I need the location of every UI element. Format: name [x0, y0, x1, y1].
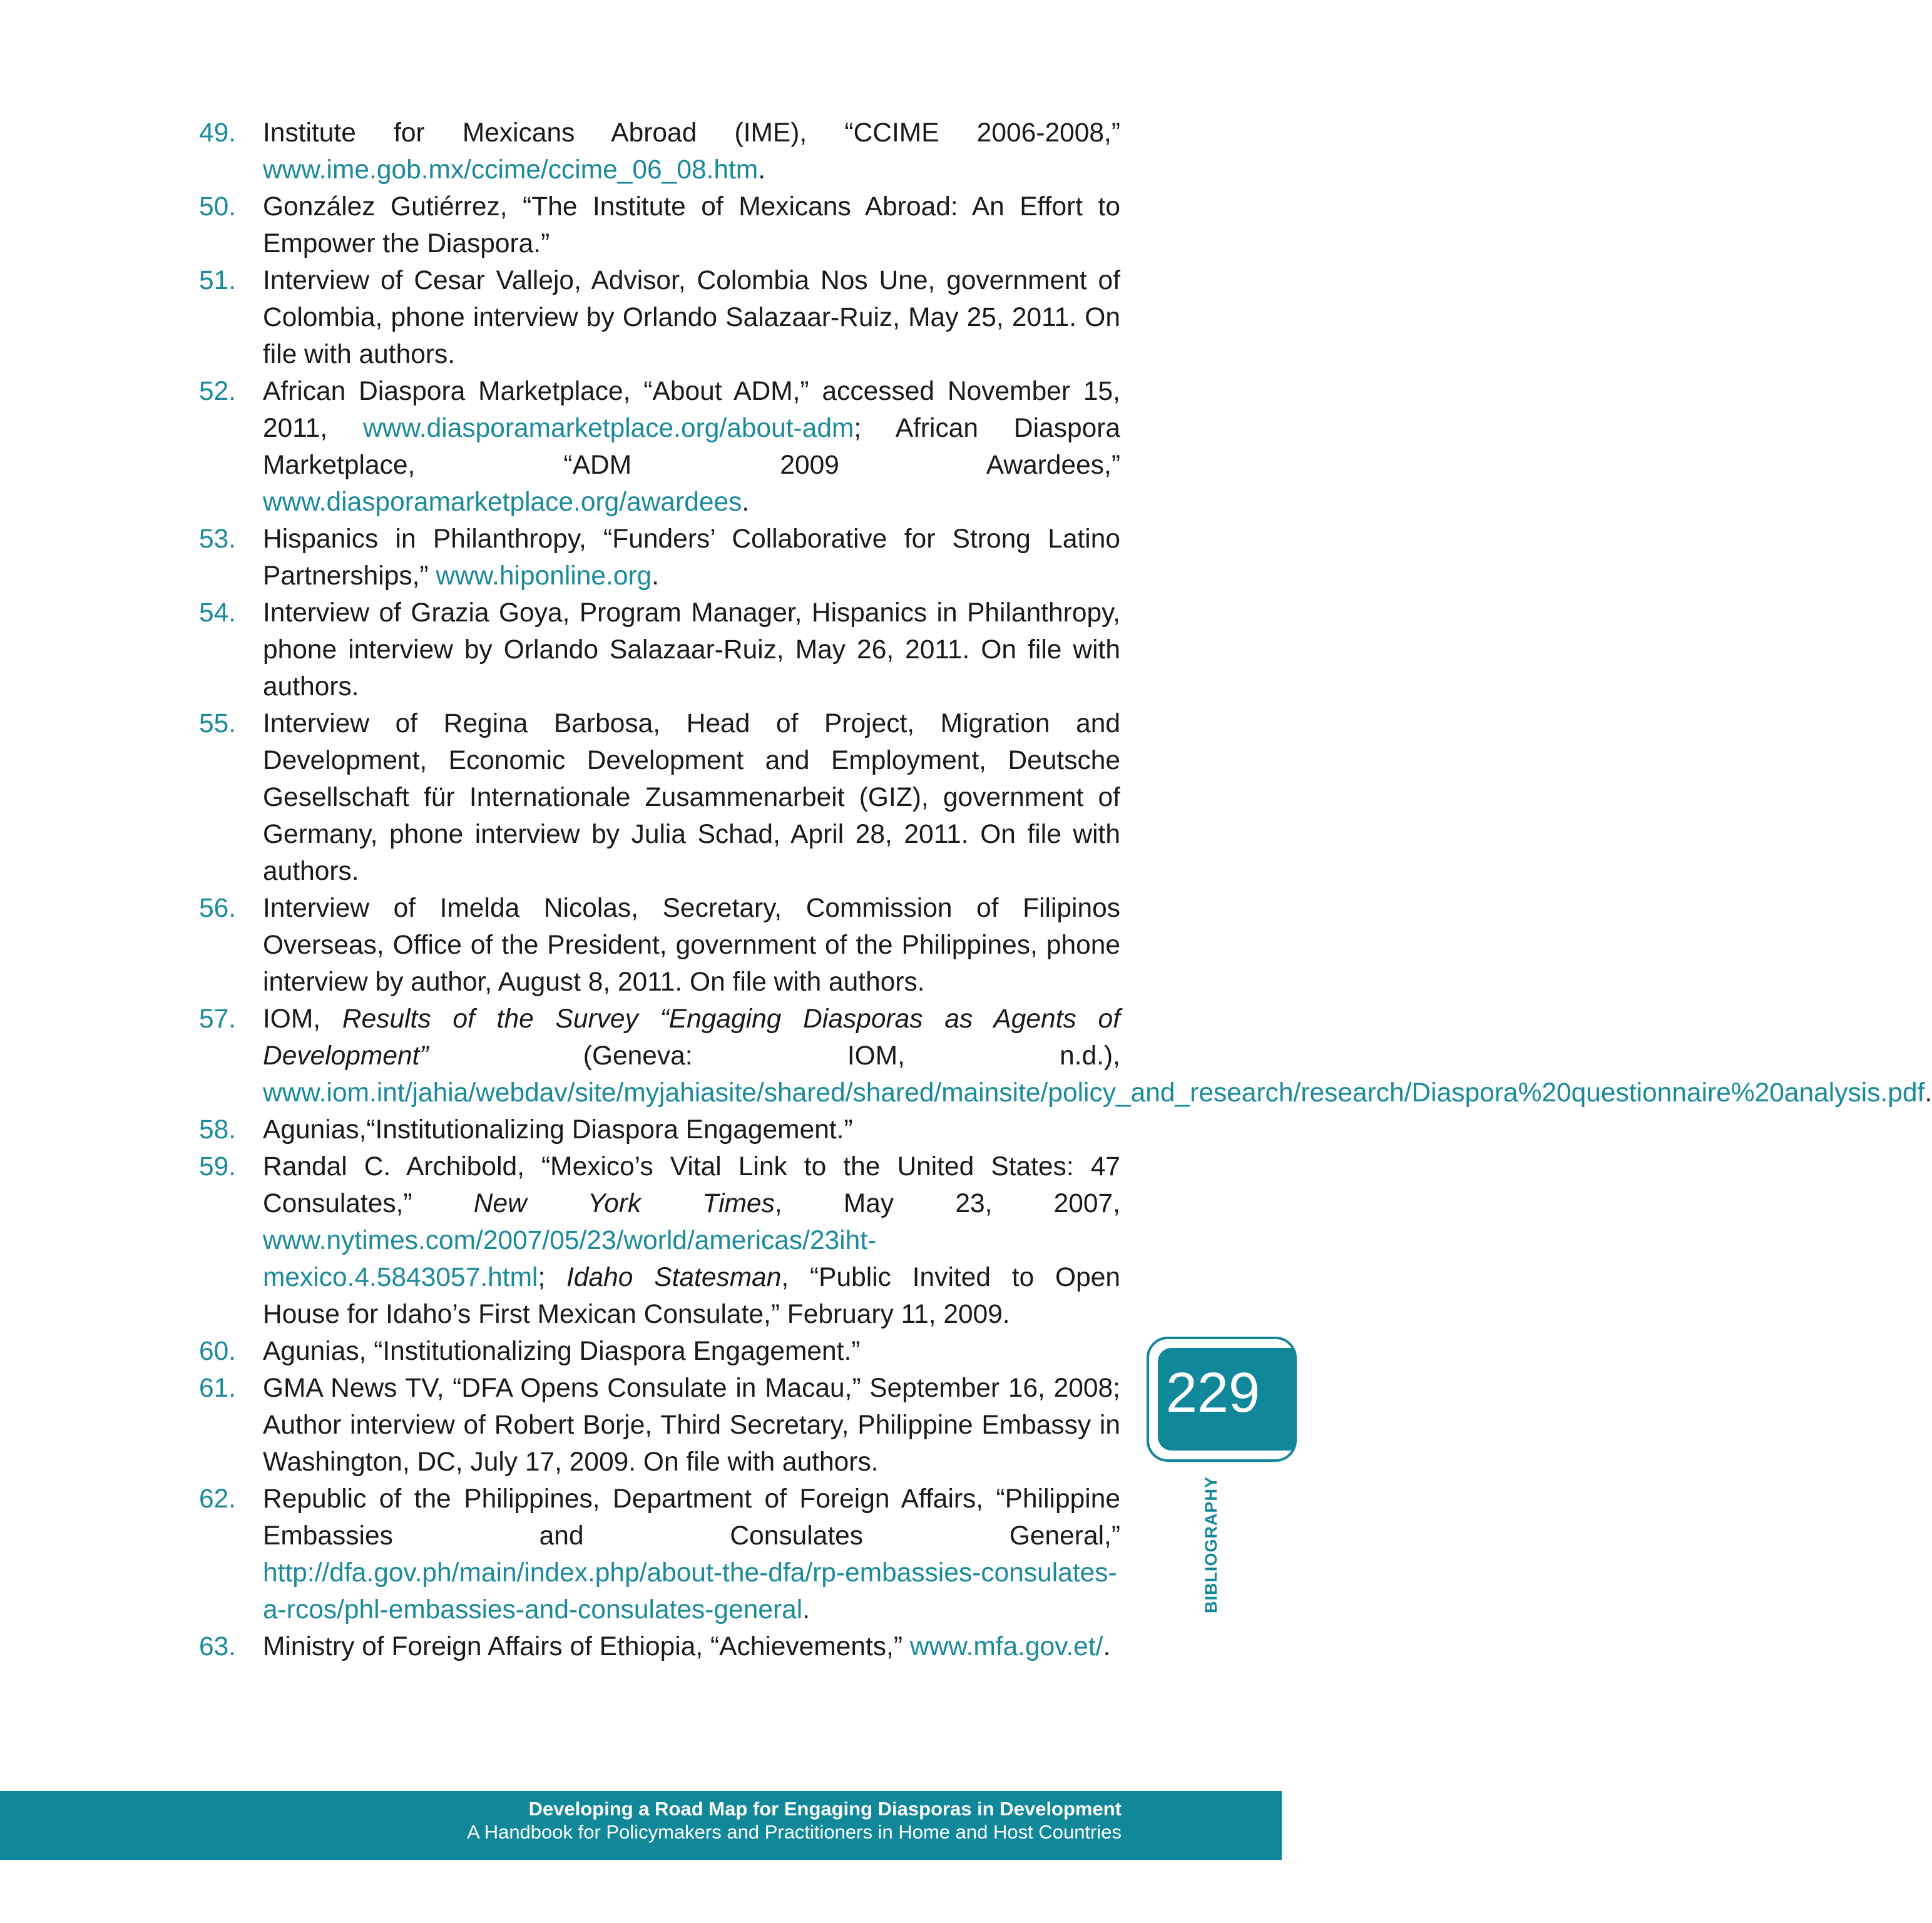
endnote-number: 63. [199, 1632, 237, 1661]
endnote-text: , “Public Invited to Open House for Idaho’s First Mexican Consulate,” February 11, 2009. [263, 1263, 1121, 1329]
endnote-text: , May 23, 2007, [774, 1189, 1120, 1218]
endnote-text: . [742, 487, 750, 517]
endnote-item [199, 705, 1120, 890]
endnote-item [199, 1148, 1120, 1333]
endnote-number: 49. [199, 118, 237, 148]
endnote-text: Interview of Imelda Nicolas, Secretary, Commission of Filipinos Overseas, Office of the President, government of the Philippines, phone interview by author, August 8, 2011. On file with authors. [263, 894, 1120, 997]
endnote-text: . [1103, 1632, 1111, 1661]
endnote-text: ; African Diaspora Marketplace, “ADM 2009 Awardees,” [263, 414, 1121, 480]
endnote-text: Agunias, “Institutionalizing Diaspora Engagement.” [263, 1337, 861, 1366]
reference-link[interactable]: www.mfa.gov.et/ [909, 1632, 1103, 1661]
footer-subtitle: A Handbook for Policymakers and Practitioners in Home and Host Countries [467, 1821, 1122, 1843]
reference-link[interactable]: www.iom.int/jahia/webdav/site/myjahiasite/shared/shared/mainsite/policy_and_research/research/Diaspora%20questionnaire%20analysis.pdf [263, 1078, 1925, 1108]
endnote-text: Institute for Mexicans Abroad (IME), “CCIME 2006-2008,” [263, 118, 1120, 148]
endnote-text: . [758, 155, 766, 185]
endnote-text: Hispanics in Philanthropy, “Funders’ Collaborative for Strong Latino Partnerships,” [263, 524, 1120, 591]
endnote-item [199, 1370, 1120, 1481]
endnote-number: 59. [199, 1152, 237, 1181]
reference-link[interactable]: www.ime.gob.mx/ccime/ccime_06_08.htm [263, 155, 759, 185]
endnote-number: 62. [199, 1484, 237, 1514]
endnote-text: González Gutiérrez, “The Institute of Mexicans Abroad: An Effort to Empower the Diaspora.” [263, 192, 1120, 258]
endnote-number: 57. [199, 1004, 237, 1034]
endnote-item [199, 1333, 1120, 1370]
endnote-item [199, 890, 1120, 1001]
endnote-text: Ministry of Foreign Affairs of Ethiopia, “Achievements,” [263, 1632, 910, 1661]
endnote-number: 60. [199, 1337, 237, 1366]
endnote-text: African Diaspora Marketplace, “About ADM,” accessed November 15, 2011, [263, 377, 1120, 443]
endnote-item [199, 1111, 1120, 1148]
italic-title: New York Times [473, 1189, 775, 1218]
endnote-number: 51. [199, 266, 237, 295]
italic-title: Results of the Survey “Engaging Diasporas as Agents of Development” [263, 1004, 1121, 1071]
endnote-number: 53. [199, 524, 237, 554]
endnote-text: GMA News TV, “DFA Opens Consulate in Macau,” September 16, 2008; Author interview of Robert Borje, Third Secretary, Philippine Embassy in Washington, DC, July 17, 2009. On file with authors. [263, 1374, 1120, 1477]
endnote-item [199, 1001, 1932, 1111]
endnote-number: 52. [199, 377, 237, 406]
endnote-text: . [1924, 1078, 1932, 1108]
endnote-item [199, 1628, 1120, 1665]
endnote-text: Republic of the Philippines, Department of Foreign Affairs, “Philippine Embassies and Consulates General,” [263, 1484, 1120, 1551]
endnote-item [199, 115, 1120, 188]
endnote-text: IOM, [263, 1004, 342, 1034]
endnote-text: . [652, 561, 660, 591]
reference-link[interactable]: http://dfa.gov.ph/main/index.php/about-the-dfa/rp-embassies-consulates-a-rcos/phl-embassies-and-consulates-general [263, 1558, 1117, 1625]
page-number: 229 [1165, 1362, 1260, 1424]
endnote-text: Interview of Regina Barbosa, Head of Project, Migration and Development, Economic Development and Employment, Deutsche Gesellschaft für Internationale Zusammenarbeit (GIZ), government of Germany, phone interview by Julia Schad, April 28, 2011. On file with authors. [263, 709, 1120, 886]
endnote-item [199, 594, 1120, 705]
endnote-text: Agunias,“Institutionalizing Diaspora Engagement.” [263, 1115, 853, 1145]
endnote-number: 58. [199, 1115, 237, 1145]
endnote-item [199, 188, 1120, 262]
endnote-number: 55. [199, 709, 237, 738]
endnote-text: Randal C. Archibold, “Mexico’s Vital Link to the United States: 47 Consulates,” [263, 1152, 1120, 1218]
endnote-text: . [802, 1595, 810, 1625]
endnote-item [199, 1481, 1120, 1628]
reference-link[interactable]: www.diasporamarketplace.org/about-adm [363, 414, 854, 443]
endnote-text: Interview of Grazia Goya, Program Manager, Hispanics in Philanthropy, phone interview by Orlando Salazaar-Ruiz, May 26, 2011. On file with authors. [263, 598, 1120, 701]
endnote-item [199, 262, 1120, 373]
endnote-number: 54. [199, 598, 237, 628]
reference-link[interactable]: www.diasporamarketplace.org/awardees [263, 487, 742, 517]
endnote-item [199, 521, 1120, 594]
section-label: BIBLIOGRAPHY [1202, 1476, 1220, 1613]
endnote-text: (Geneva: IOM, n.d.), [428, 1041, 1120, 1071]
endnote-text: Interview of Cesar Vallejo, Advisor, Colombia Nos Une, government of Colombia, phone interview by Orlando Salazaar-Ruiz, May 25, 2011. On file with authors. [263, 266, 1120, 369]
footer-title: Developing a Road Map for Engaging Diasporas in Development [528, 1798, 1122, 1820]
reference-link[interactable]: www.nytimes.com/2007/05/23/world/americas/23iht-mexico.4.5843057.html [263, 1226, 877, 1292]
endnote-text: ; [538, 1263, 567, 1292]
endnote-number: 50. [199, 192, 237, 222]
endnote-number: 56. [199, 894, 237, 923]
endnote-item [199, 373, 1120, 521]
endnote-number: 61. [199, 1374, 237, 1403]
italic-title: Idaho Statesman [566, 1263, 782, 1292]
reference-link[interactable]: www.hiponline.org [436, 561, 652, 591]
